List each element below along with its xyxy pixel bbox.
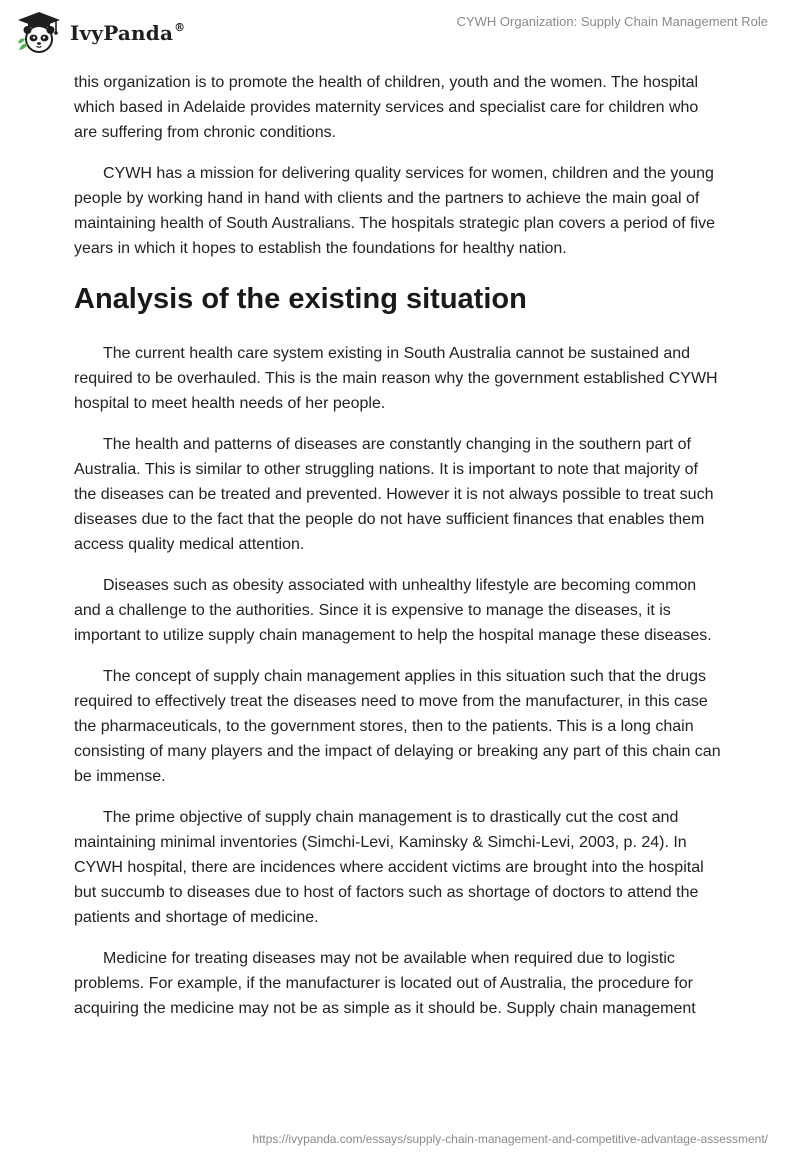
paragraph: The concept of supply chain management applies in this situation such that the drugs required to effectively treat the diseases need to move from the manufacturer, in this case the pharmaceuticals, to the government stores, then to the patients. This is a long chain consisting of many players and the impact of delaying or breaking any part of this chain can be immense. xyxy=(74,668,721,785)
paragraph: Medicine for treating diseases may not be available when required due to logistic problems. For example, if the manufacturer is located out of Australia, the procedure for acquiring the medicine may not be as simple as it should be. Supply chain management xyxy=(74,950,696,1017)
section-heading: Analysis of the existing situation xyxy=(74,283,527,315)
panda-graduate-icon xyxy=(16,10,62,56)
paragraph: The prime objective of supply chain management is to drastically cut the cost and maintaining minimal inventories (Simchi-Levi, Kaminsky & Simchi-Levi, 2003, p. 24). In CYWH hospital, there are incidences where accident victims are brought into the hospital but succumb to diseases due to host of factors such as shortage of doctors to attend the patients and shortage of medicine. xyxy=(74,809,704,926)
brand-name: IvyPanda® xyxy=(70,21,186,45)
document-title: CYWH Organization: Supply Chain Management Role xyxy=(456,14,768,29)
article-body xyxy=(74,70,724,1037)
registered-mark: ® xyxy=(174,21,186,34)
paragraph: CYWH has a mission for delivering quality services for women, children and the young people by working hand in hand with clients and the partners to achieve the main goal of maintaining health of South Australians. The hospitals strategic plan covers a period of five years in which it hopes to establish the foundations for healthy nation. xyxy=(74,165,715,257)
paragraph-continued: this organization is to promote the health of children, youth and the women. The hospital which based in Adelaide provides maternity services and specialist care for children who are suffering from chronic conditions. xyxy=(74,74,699,141)
ivypanda-logo[interactable] xyxy=(16,10,185,56)
source-url[interactable]: https://ivypanda.com/essays/supply-chain-management-and-competitive-advantage-assessment/ xyxy=(252,1132,768,1146)
page-header xyxy=(0,0,800,70)
paragraph: The current health care system existing in South Australia cannot be sustained and required to be overhauled. This is the main reason why the government established CYWH hospital to meet health needs of her people. xyxy=(74,345,718,412)
paragraph: Diseases such as obesity associated with unhealthy lifestyle are becoming common and a challenge to the authorities. Since it is expensive to manage the diseases, it is important to utilize supply chain management to help the hospital manage these diseases. xyxy=(74,577,712,644)
paragraph: The health and patterns of diseases are constantly changing in the southern part of Australia. This is similar to other struggling nations. It is important to note that majority of the diseases can be treated and prevented. However it is not always possible to treat such diseases due to the fact that the people do not have sufficient finances that enables them access quality medical attention. xyxy=(74,436,714,553)
